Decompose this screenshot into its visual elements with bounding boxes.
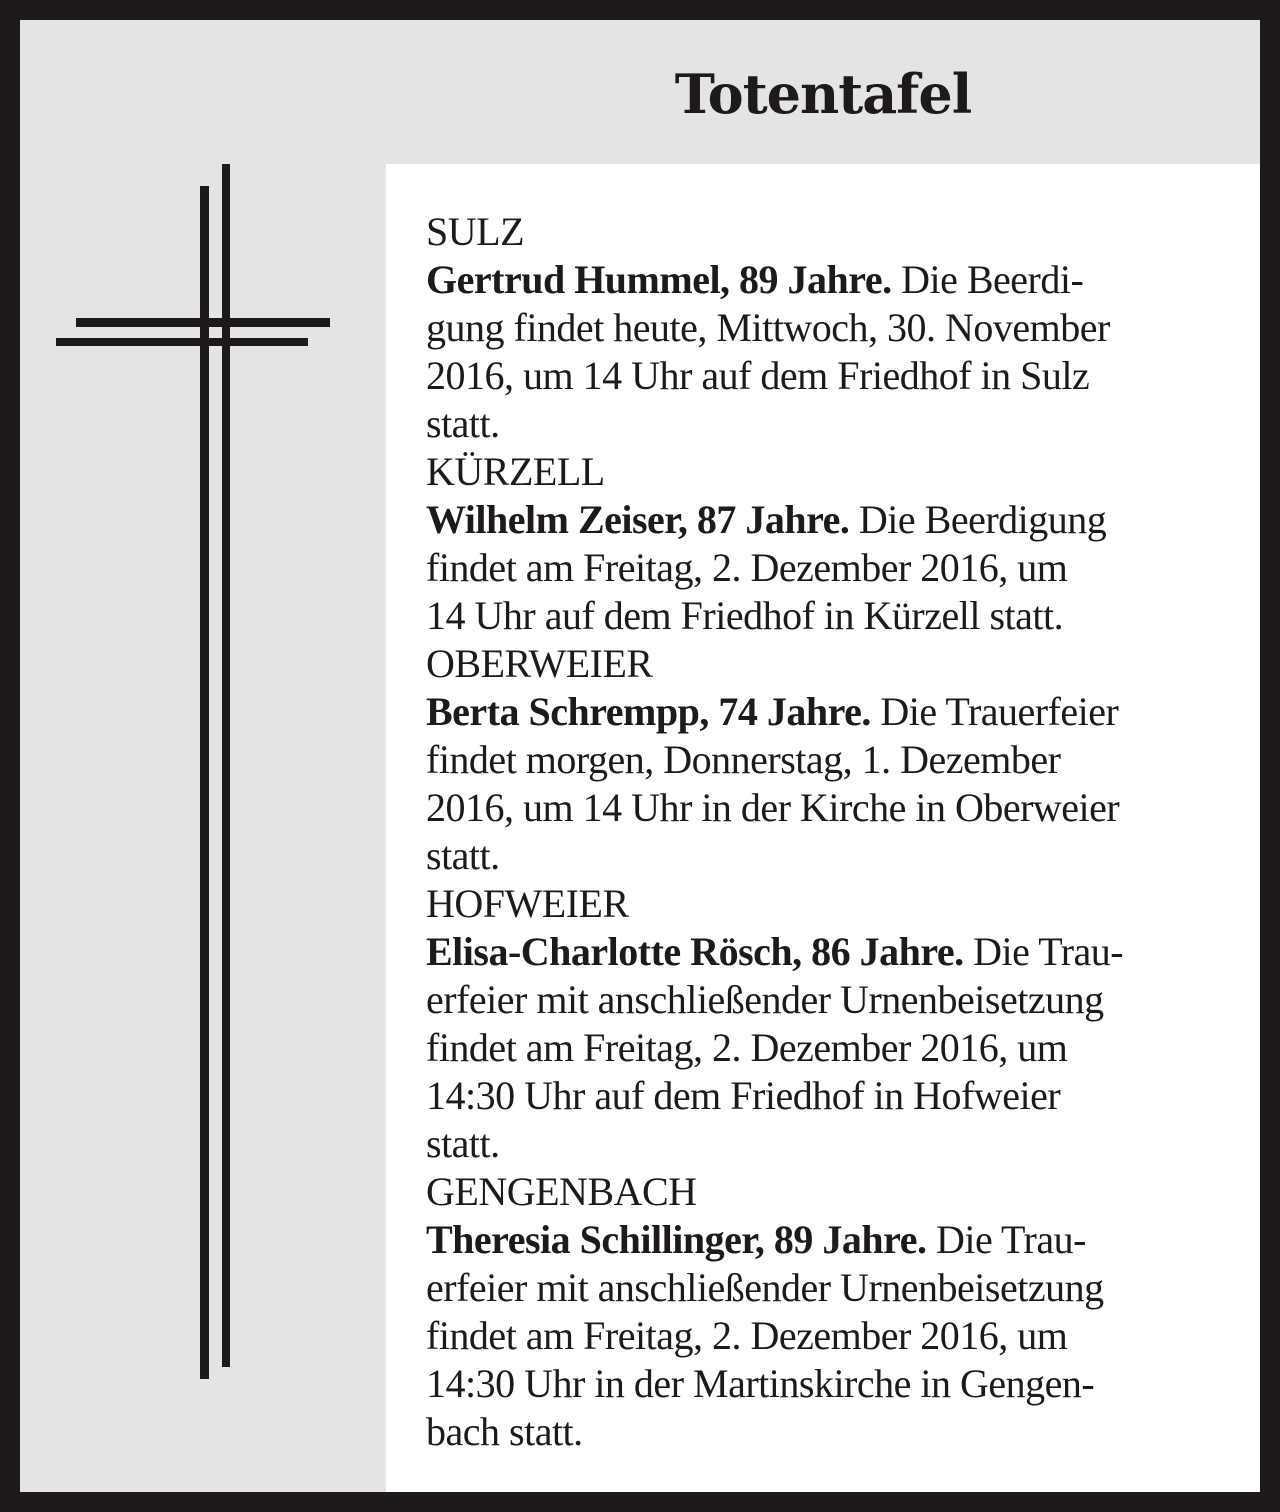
- entry-line: statt.: [426, 401, 500, 446]
- entry-place: SULZ: [426, 209, 524, 254]
- cross-vertical-left: [200, 186, 209, 1379]
- cross-horizontal-top: [76, 318, 330, 327]
- entry-line: bach statt.: [426, 1409, 583, 1454]
- notice-list: [426, 208, 1226, 1456]
- entry-line: [426, 1216, 1226, 1264]
- notice-entry: [426, 640, 1226, 880]
- entry-line: erfeier mit anschließender Urnenbeisetzung: [426, 977, 1104, 1022]
- obituary-board: [20, 20, 1260, 1492]
- notice-entry: [426, 1168, 1226, 1456]
- entry-name: Elisa-Charlotte Rösch, 86 Jahre.: [426, 929, 964, 974]
- entry-line: 2016, um 14 Uhr in der Kirche in Oberweier: [426, 785, 1120, 830]
- entry-name: Berta Schrempp, 74 Jahre.: [426, 689, 871, 734]
- notice-entry: [426, 880, 1226, 1168]
- entry-place: HOFWEIER: [426, 881, 629, 926]
- entry-line: [426, 928, 1226, 976]
- entry-place: KÜRZELL: [426, 449, 605, 494]
- entry-text: Die Trau-: [935, 1217, 1086, 1262]
- entry-text: Die Beerdi-: [901, 257, 1084, 302]
- entry-line: findet am Freitag, 2. Dezember 2016, um: [426, 1313, 1068, 1358]
- entry-line: [426, 256, 1226, 304]
- entry-line: findet am Freitag, 2. Dezember 2016, um: [426, 1025, 1068, 1070]
- entry-line: 14 Uhr auf dem Friedhof in Kürzell statt.: [426, 593, 1064, 638]
- page-title: Totentafel: [674, 62, 972, 126]
- entry-place: OBERWEIER: [426, 641, 653, 686]
- entry-line: statt.: [426, 833, 500, 878]
- entry-line: findet am Freitag, 2. Dezember 2016, um: [426, 545, 1068, 590]
- entry-line: gung findet heute, Mittwoch, 30. November: [426, 305, 1110, 350]
- entry-name: Gertrud Hummel, 89 Jahre.: [426, 257, 892, 302]
- title-area: [386, 62, 1260, 126]
- entry-line: 14:30 Uhr auf dem Friedhof in Hofweier: [426, 1073, 1061, 1118]
- entry-name: Wilhelm Zeiser, 87 Jahre.: [426, 497, 850, 542]
- notice-panel: [386, 164, 1260, 1492]
- notice-entry: [426, 208, 1226, 448]
- entry-line: [426, 688, 1226, 736]
- entry-line: findet morgen, Donnerstag, 1. Dezember: [426, 737, 1061, 782]
- cross-horizontal-bottom: [56, 338, 308, 346]
- entry-line: [426, 496, 1226, 544]
- entry-name: Theresia Schillinger, 89 Jahre.: [426, 1217, 927, 1262]
- double-line-cross-icon: [20, 20, 386, 1492]
- entry-line: 2016, um 14 Uhr auf dem Friedhof in Sulz: [426, 353, 1090, 398]
- entry-text: Die Trau-: [973, 929, 1124, 974]
- entry-text: Die Beerdigung: [858, 497, 1107, 542]
- entry-place: GENGENBACH: [426, 1169, 697, 1214]
- notice-entry: [426, 448, 1226, 640]
- entry-line: 14:30 Uhr in der Martinskirche in Gengen-: [426, 1361, 1095, 1406]
- entry-line: statt.: [426, 1121, 500, 1166]
- entry-line: erfeier mit anschließender Urnenbeisetzung: [426, 1265, 1104, 1310]
- entry-text: Die Trauerfeier: [880, 689, 1119, 734]
